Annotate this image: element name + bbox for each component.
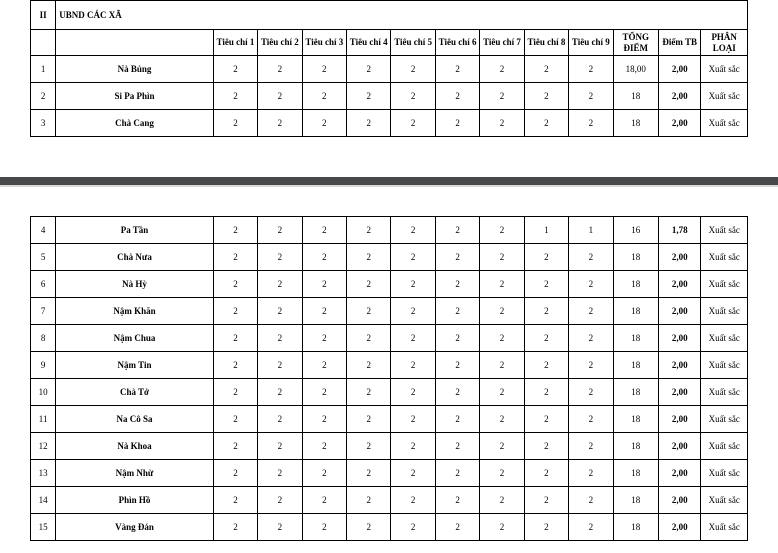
total-score: 18 <box>613 271 658 298</box>
criteria-score: 2 <box>435 406 479 433</box>
criteria-score: 2 <box>435 56 479 83</box>
commune-name: Pa Tần <box>56 217 214 244</box>
commune-name: Nậm Khăn <box>56 298 214 325</box>
criteria-score: 2 <box>435 110 479 137</box>
criteria-score: 2 <box>347 244 391 271</box>
total-score: 18 <box>613 110 658 137</box>
row-number: 10 <box>31 379 56 406</box>
criteria-score: 2 <box>391 406 435 433</box>
criteria-score: 2 <box>391 514 435 541</box>
criteria-score: 2 <box>347 487 391 514</box>
criteria-score: 2 <box>258 433 302 460</box>
criteria-score: 2 <box>213 56 257 83</box>
section-title: UBND CÁC XÃ <box>56 1 748 30</box>
criteria-score: 2 <box>480 352 524 379</box>
header-total-line1: TỔNG <box>622 31 650 42</box>
criteria-score: 2 <box>391 110 435 137</box>
criteria-score: 2 <box>569 298 613 325</box>
header-criteria-9: Tiêu chí 9 <box>569 30 613 56</box>
header-class-line1: PHÂN <box>711 31 737 42</box>
total-score: 18 <box>613 244 658 271</box>
criteria-score: 2 <box>569 487 613 514</box>
row-number: 15 <box>31 514 56 541</box>
classification: Xuất sắc <box>701 460 748 487</box>
criteria-score: 2 <box>258 110 302 137</box>
criteria-score: 2 <box>347 352 391 379</box>
classification: Xuất sắc <box>701 433 748 460</box>
criteria-score: 2 <box>302 487 346 514</box>
classification: Xuất sắc <box>701 56 748 83</box>
criteria-score: 2 <box>480 406 524 433</box>
criteria-score: 2 <box>480 325 524 352</box>
commune-name: Chà Nưa <box>56 244 214 271</box>
table-row <box>31 379 748 406</box>
criteria-score: 2 <box>524 379 568 406</box>
criteria-score: 2 <box>258 460 302 487</box>
criteria-score: 2 <box>480 514 524 541</box>
row-number: 1 <box>31 56 56 83</box>
criteria-score: 2 <box>524 433 568 460</box>
page-break-shadow <box>0 185 778 187</box>
criteria-score: 2 <box>213 460 257 487</box>
criteria-score: 2 <box>391 217 435 244</box>
criteria-score: 2 <box>347 433 391 460</box>
criteria-score: 2 <box>569 271 613 298</box>
criteria-score: 2 <box>435 379 479 406</box>
criteria-score: 2 <box>302 352 346 379</box>
criteria-score: 2 <box>213 406 257 433</box>
row-number: 7 <box>31 298 56 325</box>
criteria-score: 2 <box>347 56 391 83</box>
table-row <box>31 487 748 514</box>
criteria-score: 2 <box>258 298 302 325</box>
commune-name: Chà Tở <box>56 379 214 406</box>
average-score: 2,00 <box>659 244 701 271</box>
table-row <box>31 298 748 325</box>
criteria-score: 2 <box>569 514 613 541</box>
criteria-score: 2 <box>435 514 479 541</box>
section-row <box>31 1 748 30</box>
criteria-score: 2 <box>435 487 479 514</box>
criteria-score: 2 <box>302 217 346 244</box>
classification: Xuất sắc <box>701 244 748 271</box>
total-score: 18 <box>613 298 658 325</box>
row-number: 14 <box>31 487 56 514</box>
criteria-score: 2 <box>480 298 524 325</box>
criteria-score: 2 <box>302 244 346 271</box>
header-criteria-5: Tiêu chí 5 <box>391 30 435 56</box>
criteria-score: 2 <box>524 56 568 83</box>
table-row <box>31 325 748 352</box>
average-score: 2,00 <box>658 83 700 110</box>
classification: Xuất sắc <box>701 514 748 541</box>
criteria-score: 2 <box>302 325 346 352</box>
criteria-score: 2 <box>213 244 257 271</box>
average-score: 2,00 <box>659 487 701 514</box>
criteria-score: 2 <box>258 83 302 110</box>
commune-name: Nậm Chua <box>56 325 214 352</box>
criteria-score: 2 <box>524 460 568 487</box>
table-row <box>31 514 748 541</box>
criteria-score: 2 <box>258 352 302 379</box>
criteria-score: 2 <box>347 271 391 298</box>
criteria-score: 2 <box>480 460 524 487</box>
classification: Xuất sắc <box>701 487 748 514</box>
criteria-score: 2 <box>213 514 257 541</box>
criteria-score: 2 <box>569 433 613 460</box>
criteria-score: 2 <box>391 325 435 352</box>
table-row <box>31 83 748 110</box>
classification: Xuất sắc <box>701 298 748 325</box>
table-row <box>31 433 748 460</box>
criteria-score: 2 <box>302 379 346 406</box>
criteria-score: 2 <box>302 271 346 298</box>
criteria-score: 2 <box>480 487 524 514</box>
criteria-score: 1 <box>569 217 613 244</box>
criteria-score: 2 <box>347 110 391 137</box>
criteria-score: 2 <box>347 514 391 541</box>
criteria-score: 2 <box>258 56 302 83</box>
total-score: 18 <box>613 325 658 352</box>
criteria-score: 2 <box>569 244 613 271</box>
criteria-score: 2 <box>391 487 435 514</box>
table-row <box>31 110 748 137</box>
criteria-score: 2 <box>302 406 346 433</box>
header-name <box>56 30 214 56</box>
criteria-score: 2 <box>213 379 257 406</box>
criteria-score: 2 <box>435 352 479 379</box>
header-row <box>31 30 748 56</box>
header-total-line2: ĐIỂM <box>623 42 649 53</box>
criteria-score: 2 <box>391 244 435 271</box>
criteria-score: 2 <box>213 217 257 244</box>
criteria-score: 2 <box>347 217 391 244</box>
header-average: Điểm TB <box>658 30 700 56</box>
classification: Xuất sắc <box>701 325 748 352</box>
criteria-score: 2 <box>391 298 435 325</box>
commune-name: Na Cô Sa <box>56 406 214 433</box>
criteria-score: 2 <box>435 244 479 271</box>
classification: Xuất sắc <box>701 271 748 298</box>
criteria-score: 2 <box>569 83 613 110</box>
average-score: 2,00 <box>658 110 700 137</box>
score-table-top <box>30 0 748 137</box>
row-number: 9 <box>31 352 56 379</box>
table-row <box>31 406 748 433</box>
criteria-score: 2 <box>391 379 435 406</box>
criteria-score: 2 <box>213 433 257 460</box>
commune-name: Chà Cang <box>56 110 214 137</box>
criteria-score: 2 <box>435 83 479 110</box>
criteria-score: 2 <box>258 325 302 352</box>
criteria-score: 2 <box>258 487 302 514</box>
header-stt <box>31 30 56 56</box>
criteria-score: 2 <box>347 406 391 433</box>
total-score: 16 <box>613 217 658 244</box>
row-number: 2 <box>31 83 56 110</box>
average-score: 2,00 <box>659 298 701 325</box>
commune-name: Phìn Hồ <box>56 487 214 514</box>
criteria-score: 2 <box>569 460 613 487</box>
criteria-score: 2 <box>302 56 346 83</box>
average-score: 2,00 <box>659 406 701 433</box>
commune-name: Nậm Tin <box>56 352 214 379</box>
criteria-score: 2 <box>258 379 302 406</box>
criteria-score: 2 <box>347 325 391 352</box>
criteria-score: 2 <box>302 460 346 487</box>
page-break-divider <box>0 177 778 185</box>
criteria-score: 2 <box>524 325 568 352</box>
row-number: 13 <box>31 460 56 487</box>
criteria-score: 2 <box>258 514 302 541</box>
header-criteria-2: Tiêu chí 2 <box>258 30 302 56</box>
classification: Xuất sắc <box>701 406 748 433</box>
criteria-score: 2 <box>435 325 479 352</box>
criteria-score: 2 <box>347 298 391 325</box>
criteria-score: 2 <box>391 271 435 298</box>
criteria-score: 2 <box>480 379 524 406</box>
criteria-score: 2 <box>435 460 479 487</box>
criteria-score: 2 <box>480 56 524 83</box>
criteria-score: 2 <box>524 244 568 271</box>
criteria-score: 2 <box>480 83 524 110</box>
criteria-score: 2 <box>213 271 257 298</box>
header-criteria-6: Tiêu chí 6 <box>435 30 479 56</box>
criteria-score: 2 <box>569 110 613 137</box>
criteria-score: 2 <box>480 433 524 460</box>
total-score: 18 <box>613 433 658 460</box>
criteria-score: 2 <box>391 56 435 83</box>
criteria-score: 2 <box>347 379 391 406</box>
average-score: 2,00 <box>659 325 701 352</box>
criteria-score: 2 <box>435 271 479 298</box>
table-row <box>31 271 748 298</box>
row-number: 4 <box>31 217 56 244</box>
criteria-score: 2 <box>347 83 391 110</box>
table-row <box>31 244 748 271</box>
criteria-score: 2 <box>213 298 257 325</box>
header-criteria-1: Tiêu chí 1 <box>213 30 257 56</box>
total-score: 18 <box>613 379 658 406</box>
header-classification <box>701 30 748 56</box>
table-row <box>31 460 748 487</box>
classification: Xuất sắc <box>701 352 748 379</box>
criteria-score: 2 <box>524 83 568 110</box>
commune-name: Vàng Đán <box>56 514 214 541</box>
criteria-score: 2 <box>569 56 613 83</box>
criteria-score: 2 <box>213 83 257 110</box>
criteria-score: 2 <box>435 298 479 325</box>
commune-name: Nậm Nhừ <box>56 460 214 487</box>
commune-name: Nà Bủng <box>56 56 214 83</box>
criteria-score: 2 <box>435 433 479 460</box>
criteria-score: 2 <box>302 298 346 325</box>
criteria-score: 2 <box>302 83 346 110</box>
classification: Xuất sắc <box>701 379 748 406</box>
average-score: 2,00 <box>659 514 701 541</box>
average-score: 2,00 <box>659 433 701 460</box>
average-score: 2,00 <box>659 460 701 487</box>
total-score: 18 <box>613 487 658 514</box>
row-number: 12 <box>31 433 56 460</box>
criteria-score: 2 <box>480 110 524 137</box>
header-criteria-8: Tiêu chí 8 <box>524 30 568 56</box>
header-criteria-4: Tiêu chí 4 <box>347 30 391 56</box>
criteria-score: 1 <box>524 217 568 244</box>
score-table-bottom <box>30 216 748 541</box>
row-number: 6 <box>31 271 56 298</box>
criteria-score: 2 <box>524 487 568 514</box>
criteria-score: 2 <box>524 271 568 298</box>
average-score: 2,00 <box>659 379 701 406</box>
total-score: 18 <box>613 352 658 379</box>
header-criteria-3: Tiêu chí 3 <box>302 30 346 56</box>
total-score: 18 <box>613 83 658 110</box>
criteria-score: 2 <box>524 514 568 541</box>
criteria-score: 2 <box>569 352 613 379</box>
criteria-score: 2 <box>391 83 435 110</box>
criteria-score: 2 <box>391 352 435 379</box>
criteria-score: 2 <box>480 244 524 271</box>
criteria-score: 2 <box>435 217 479 244</box>
section-number: II <box>31 1 56 30</box>
row-number: 5 <box>31 244 56 271</box>
criteria-score: 2 <box>258 244 302 271</box>
criteria-score: 2 <box>213 352 257 379</box>
criteria-score: 2 <box>524 298 568 325</box>
criteria-score: 2 <box>302 433 346 460</box>
criteria-score: 2 <box>480 271 524 298</box>
criteria-score: 2 <box>213 325 257 352</box>
commune-name: Nà Hỳ <box>56 271 214 298</box>
row-number: 11 <box>31 406 56 433</box>
header-class-line2: LOẠI <box>712 42 736 53</box>
criteria-score: 2 <box>569 379 613 406</box>
criteria-score: 2 <box>213 487 257 514</box>
criteria-score: 2 <box>347 460 391 487</box>
header-total <box>613 30 658 56</box>
criteria-score: 2 <box>569 325 613 352</box>
criteria-score: 2 <box>524 406 568 433</box>
criteria-score: 2 <box>569 406 613 433</box>
criteria-score: 2 <box>302 110 346 137</box>
total-score: 18 <box>613 406 658 433</box>
classification: Xuất sắc <box>701 83 748 110</box>
row-number: 3 <box>31 110 56 137</box>
header-criteria-7: Tiêu chí 7 <box>480 30 524 56</box>
total-score: 18 <box>613 514 658 541</box>
criteria-score: 2 <box>213 110 257 137</box>
criteria-score: 2 <box>480 217 524 244</box>
total-score: 18 <box>613 460 658 487</box>
criteria-score: 2 <box>258 271 302 298</box>
table-row <box>31 56 748 83</box>
average-score: 1,78 <box>659 217 701 244</box>
criteria-score: 2 <box>258 217 302 244</box>
classification: Xuất sắc <box>701 217 748 244</box>
average-score: 2,00 <box>659 271 701 298</box>
classification: Xuất sắc <box>701 110 748 137</box>
row-number: 8 <box>31 325 56 352</box>
total-score: 18,00 <box>613 56 658 83</box>
criteria-score: 2 <box>524 352 568 379</box>
average-score: 2,00 <box>658 56 700 83</box>
table-row <box>31 217 748 244</box>
criteria-score: 2 <box>524 110 568 137</box>
criteria-score: 2 <box>391 460 435 487</box>
commune-name: Nà Khoa <box>56 433 214 460</box>
table-row <box>31 352 748 379</box>
commune-name: Si Pa Phìn <box>56 83 214 110</box>
criteria-score: 2 <box>391 433 435 460</box>
criteria-score: 2 <box>302 514 346 541</box>
average-score: 2,00 <box>659 352 701 379</box>
criteria-score: 2 <box>258 406 302 433</box>
